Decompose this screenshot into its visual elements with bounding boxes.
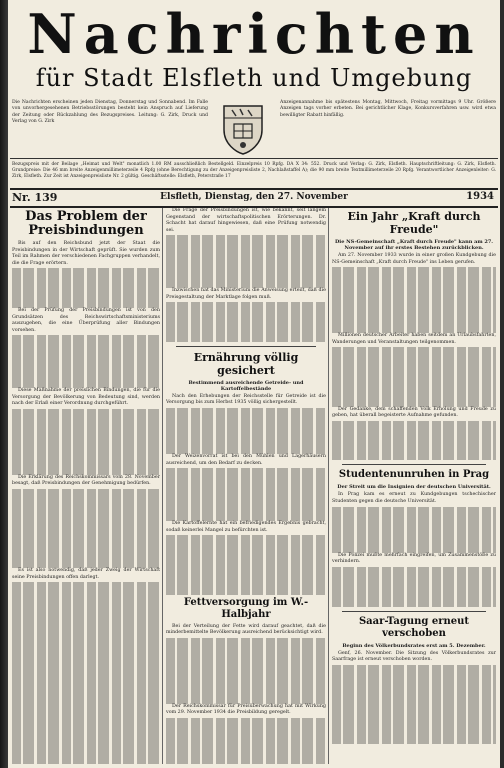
article-divider <box>176 346 316 347</box>
article-headline: Ernährung völlig gesichert <box>193 350 299 377</box>
paragraph: Bei der Prüfung der Preisbindungen ist von den Grundsätzen des Reichswirtschaftsministeriums auszugehen, die eine Überprüfung aller Bindungen vorsehen. <box>12 307 160 333</box>
paragraph: Die Polizei mußte mehrfach eingreifen, um Zusammenstöße zu verhindern. <box>332 552 496 565</box>
article-subheadline: Bestimmend ausreichende Getreide- und Kartoffelbestände <box>188 379 304 392</box>
article-body <box>166 394 326 595</box>
paragraph: Am 27. November 1933 wurde in einer großen Kundgebung die NS-Gemeinschaft „Kraft durch Freude" ins Leben gerufen. <box>332 253 496 265</box>
article-body <box>166 208 326 342</box>
paragraph: In Prag kam es erneut zu Kundgebungen tschechischer Studenten gegen die deutsche Universität. <box>332 492 496 504</box>
article-body <box>332 492 496 606</box>
paragraph: Die Frage der Preisbindungen ist, wie bekannt, seit langem Gegenstand der wirtschaftspolitischen Erörterungen. Dr. Schacht hat darauf hingewiesen, daß eine Prüfung notwendig sei. <box>166 208 326 233</box>
publication-info-left: Die Nachrichten erscheinen jeden Dienstag, Donnerstag und Sonnabend. Im Falle von unvorhergesehenen Betriebsstörungen besteht kein Anspruch auf Lieferung der Zeitung oder Rückzahlung des Bezugspreises. Leitung: G. Zirk, Druck und Verlag von G. Zirk <box>12 100 208 125</box>
paragraph: Es ist also notwendig, daß jeder Zweig der Wirtschaft seine Preisbindungen offen darlegt. <box>12 568 160 580</box>
article-subheadline: Beginn des Völkerbundsrates erst am 5. Dezember. <box>342 642 486 649</box>
subscription-strip: Bezugspreis mit der Beilage „Heimat und Welt" monatlich 1.00 RM ausschließlich Bestellgeld. Einzelpreis 10 Rpfg. DA X 34: 552. Druck und Verlag: G. Zirk, Elsfleth. Hauptschriftleitung: G. Zirk, Elsfleth. Grundpreise: Die 46 mm breite Anzeigenmillimeterzeile 4 Rpfg (ohne Berechtigung zu der Anzeigenpreisliste 2, Nachlaßstaffel A); die 90 mm breite Textmillimeterzeile 20 Rpfg. Verantwortlicher Anzeigenleiter: G. Zirk, Elsfleth. Zur Zeit ist Anzeigenpreisliste Nr. 2 gültig. Geschäftsstelle: Elsfleth, Peterstraße 17 <box>12 162 496 179</box>
issue-number: Nr. 139 <box>12 191 58 204</box>
article-divider <box>342 464 486 465</box>
article-body <box>12 241 160 764</box>
masthead-title: Nachrichten <box>27 2 481 66</box>
article-subheadline: Die NS-Gemeinschaft „Kraft durch Freude" kann am 27. November auf ihr erstes Bestehen zurückblicken. <box>334 239 494 251</box>
issue-year: 1934 <box>466 191 494 202</box>
coat-of-arms-icon <box>220 100 266 156</box>
paragraph: Der Gedanke, dem schaffenden Volk Erholung und Freude zu geben, hat überall begeisterte Aufnahme gefunden. <box>332 406 496 419</box>
article-headline: Fettversorgung im W.-Halbjahr <box>183 596 309 620</box>
article-headline: Studentenunruhen in Prag <box>338 469 490 481</box>
paragraph: Genf, 26. November. Die Sitzung des Völkerbundsrates zur Saarfrage ist erneut verschoben worden. <box>332 650 496 663</box>
column-3 <box>332 208 496 764</box>
article-headline: Das Problem der Preisbindungen <box>25 209 147 238</box>
article-body <box>166 624 326 764</box>
paragraph: Nach den Erhebungen der Reichsstelle für Getreide ist die Versorgung bis zum Herbst 1935 völlig sichergestellt. <box>166 393 326 406</box>
paragraph: Millionen deutscher Arbeiter haben seitdem an Urlaubsfahrten, Wanderungen und Veranstaltungen teilgenommen. <box>332 333 496 345</box>
column-2 <box>166 208 326 764</box>
paragraph: Bei der Verteilung der Fette wird darauf geachtet, daß die minderbemittelte Bevölkerung ausreichend berücksichtigt wird. <box>166 623 326 636</box>
article-headline: Ein Jahr „Kraft durch Freude" <box>347 210 481 236</box>
article-headline: Saar-Tagung erneut verschoben <box>358 615 470 639</box>
publication-info-right: Anzeigenannahme bis spätestens Montag, Mittwoch, Freitag vormittags 9 Uhr. Größere Anzeigen tags vorher erbeten. Bei gerichtlicher Klage, Konkursverfahren usw. wird etwa bewilligter Rabatt hinfällig. <box>280 100 496 118</box>
paragraph: Die Erklärung des Reichskommissars vom 28. November besagt, daß Preisbindungen der Genehmigung bedürfen. <box>12 474 160 487</box>
header-divider <box>10 158 498 159</box>
article-body <box>332 651 496 744</box>
article-subheadline: Der Streit um die Insignien der deutschen Universität. <box>337 484 491 491</box>
article-body <box>332 253 496 460</box>
column-divider <box>162 208 163 764</box>
masthead-subtitle: für Stadt Elsfleth und Umgebung <box>35 64 473 92</box>
paragraph: Inzwischen hat das Ministerium die Anweisung erteilt, daß die Preisgestaltung der Marktlage folgen muß. <box>166 288 326 300</box>
article-divider <box>342 611 486 612</box>
paragraph: Diese Maßnahme der preislichen Bindungen, die für die Versorgung der Bevölkerung von Bedeutung sind, werden nach der Erlaß einer Verordnung durchgeführt. <box>12 388 160 407</box>
paragraph: Der Reichskommissar für Preisüberwachung hat mit Wirkung vom 29. November 1934 die Preisbildung geregelt. <box>166 703 326 716</box>
paragraph: Bis auf den Reichsbund jetzt der Staat die Preisbindungen in der Wirtschaft geprüft. Sie wurden zum Teil im Rahmen der verschiedenen Fachgruppen verhandelt, die die Frage erörtern. <box>12 241 160 266</box>
paragraph: Der Weizenvorrat ist bei den Mühlen und Lagerhäusern ausreichend, um den Bedarf zu decken. <box>166 454 326 466</box>
page-binding-edge <box>0 0 8 768</box>
paragraph: Die Kartoffelernte hat ein befriedigendes Ergebnis gebracht, sodaß keinerlei Mangel zu befürchten ist. <box>166 521 326 533</box>
issue-bar <box>10 188 498 208</box>
newspaper-page <box>8 0 500 768</box>
column-divider <box>328 208 329 764</box>
issue-date: Elsfleth, Dienstag, den 27. November <box>160 192 348 202</box>
column-1 <box>12 208 160 764</box>
